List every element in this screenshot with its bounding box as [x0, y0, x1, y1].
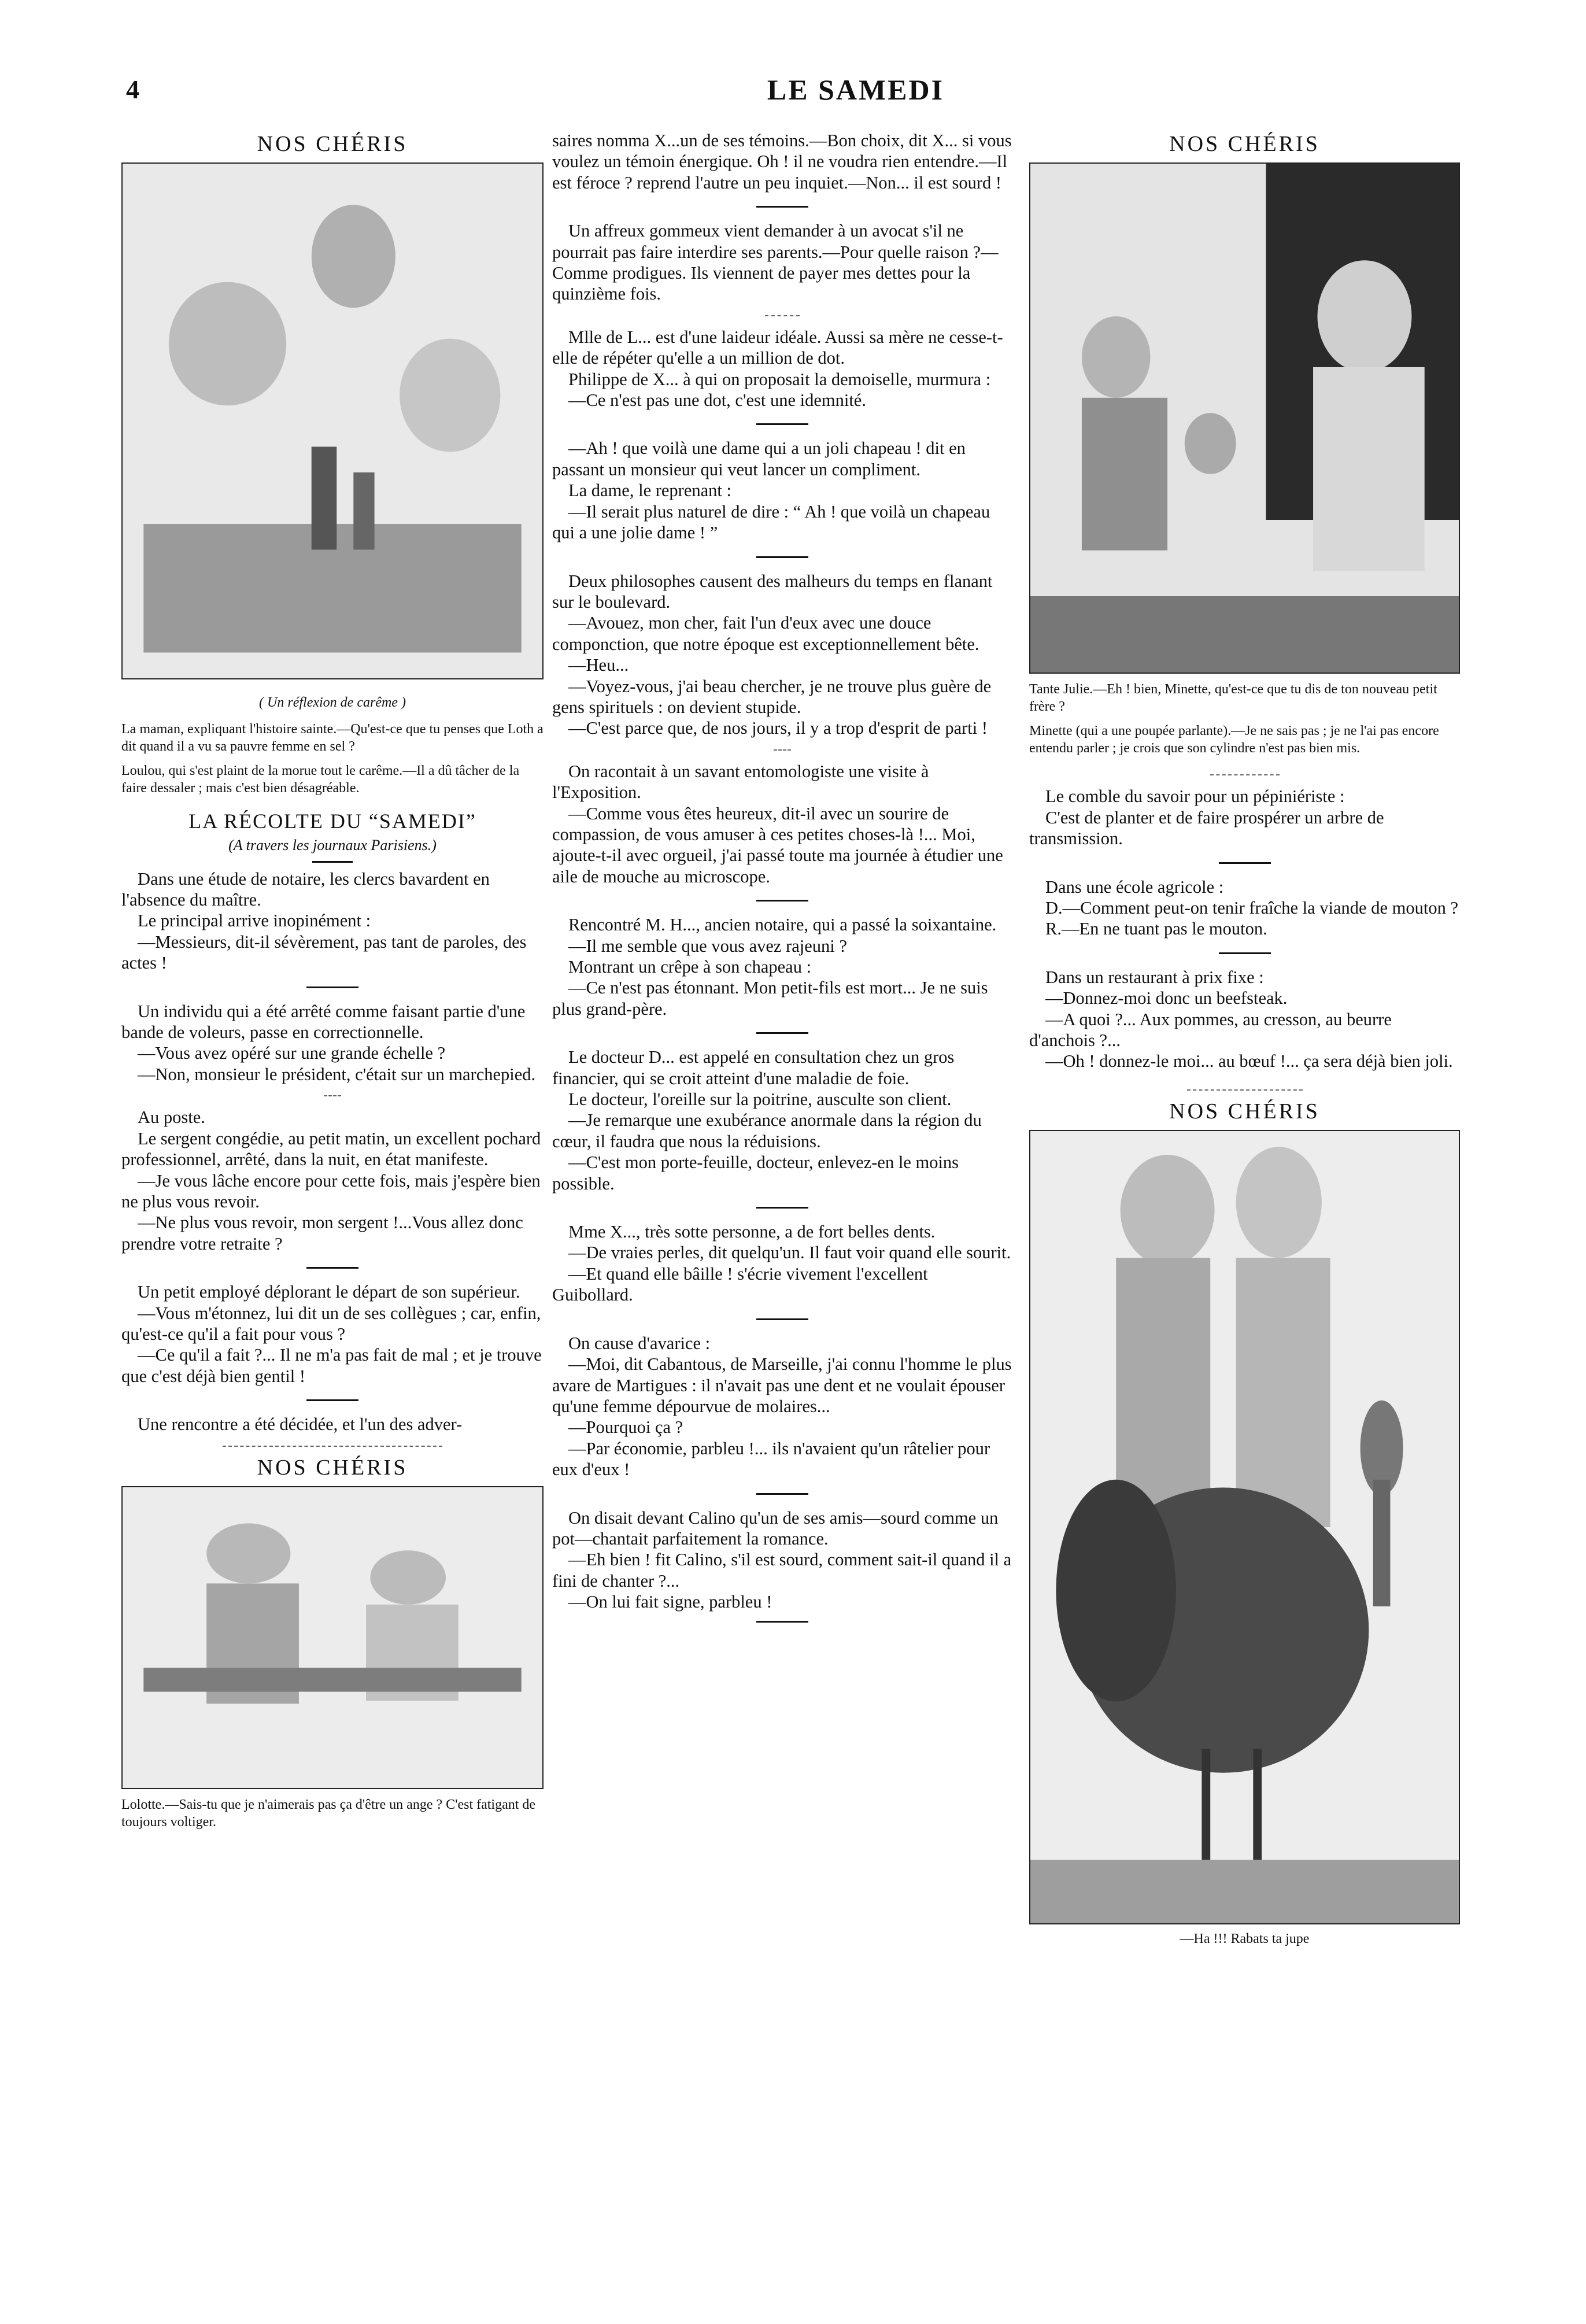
masthead-title: LE SAMEDI	[767, 73, 945, 106]
anecdote-text: Dans un restaurant à prix fixe :	[1045, 967, 1264, 987]
anecdote-text: —A quoi ?... Aux pommes, au cresson, au beurre d'anchois ?...	[1029, 1009, 1392, 1051]
illustration-heading: NOS CHÉRIS	[1169, 1099, 1320, 1124]
anecdote-text: R.—En ne tuant pas le mouton.	[1045, 919, 1267, 939]
anecdote-text: Le principal arrive inopinément :	[138, 911, 371, 931]
anecdote-text: —Vous m'étonnez, lui dit un de ses collègues ; car, enfin, qu'est-ce qu'il a fait pour vous ?	[121, 1303, 541, 1344]
illustration-aunt-and-children	[1029, 162, 1460, 674]
anecdote-text: —De vraies perles, dit quelqu'un. Il faut voir quand elle sourit.	[568, 1243, 1011, 1263]
anecdote-text: —Il serait plus naturel de dire : “ Ah ! que voilà un chapeau qui a une jolie dame ! ”	[552, 501, 990, 543]
anecdote-text: —C'est mon porte-feuille, docteur, enlevez-en le moins possible.	[552, 1152, 959, 1194]
anecdote-text: Deux philosophes causent des malheurs du temps en flanant sur le boulevard.	[552, 571, 993, 612]
anecdote-text: Rencontré M. H..., ancien notaire, qui a passé la soixantaine.	[568, 915, 997, 935]
anecdote-text: —Vous avez opéré sur une grande échelle ?	[138, 1043, 446, 1063]
anecdote-text: —Oh ! donnez-le moi... au bœuf !... ça sera déjà bien joli.	[1045, 1051, 1453, 1072]
anecdote-text: —Pourquoi ça ?	[568, 1417, 683, 1438]
illustration-family-table	[121, 162, 544, 679]
section-title: LA RÉCOLTE DU “SAMEDI”	[188, 809, 476, 833]
anecdote-text: Au poste.	[138, 1107, 205, 1128]
illustration-girls-and-turkey	[1029, 1130, 1460, 1924]
anecdote-text: —Avouez, mon cher, fait l'un d'eux avec une douce componction, que notre époque est exceptionnellement bête.	[552, 613, 979, 654]
anecdote-text: Une rencontre a été décidée, et l'un des adver-	[138, 1414, 463, 1435]
anecdote-text: Philippe de X... à qui on proposait la demoiselle, murmura :	[568, 369, 991, 389]
anecdote-text: —Non, monsieur le président, c'était sur un marchepied.	[138, 1064, 536, 1084]
anecdote-text: —Comme vous êtes heureux, dit-il avec un sourire de compassion, de vous amuser à ces petites choses-là !... Moi, ajoute-t-il avec orgueil, j'ai passé toute ma journée à étudier une aile de mouche au microscope.	[552, 803, 1003, 886]
illustration-caption: La maman, expliquant l'histoire sainte.—Qu'est-ce que tu penses que Loth a dit quand il a vu sa pauvre femme en sel ?	[121, 721, 544, 754]
anecdote-text: Le sergent congédie, au petit matin, un excellent pochard professionnel, arrêté, dans la nuit, en état manifeste.	[121, 1128, 541, 1170]
anecdote-text: Mlle de L... est d'une laideur idéale. Aussi sa mère ne cesse-t-elle de répéter qu'elle a un million de dot.	[552, 327, 1003, 368]
middle-column	[552, 130, 1012, 1631]
anecdote-text: —Je remarque une exubérance anormale dans la région du cœur, il faudra que nous la réduisions.	[552, 1110, 982, 1151]
illustration-caption: Tante Julie.—Eh ! bien, Minette, qu'est-ce que tu dis de ton nouveau petit frère ?	[1029, 682, 1437, 715]
anecdote-text: Un petit employé déplorant le départ de son supérieur.	[138, 1282, 520, 1302]
illustration-caption: Lolotte.—Sais-tu que je n'aimerais pas ça d'être un ange ? C'est fatigant de toujours voltiger.	[121, 1797, 536, 1830]
illustration-caption: Minette (qui a une poupée parlante).—Je ne sais pas ; je ne l'ai pas encore entendu parler ; je crois que son cylindre n'est pas bien mis.	[1029, 723, 1439, 756]
anecdote-text: Le docteur D... est appelé en consultation chez un gros financier, qui se croit atteint d'une maladie de foie.	[552, 1047, 955, 1088]
anecdote-text: Un individu qui a été arrêté comme faisant partie d'une bande de voleurs, passe en correctionnelle.	[121, 1001, 526, 1043]
anecdote-text: —Ce n'est pas une dot, c'est une idemnité.	[568, 390, 866, 411]
illustration-heading: NOS CHÉRIS	[1169, 132, 1320, 156]
anecdote-text: —Messieurs, dit-il sévèrement, pas tant de paroles, des actes !	[121, 932, 527, 973]
anecdote-text: —Ah ! que voilà une dame qui a un joli chapeau ! dit en passant un monsieur qui veut lancer un compliment.	[552, 438, 966, 479]
anecdote-text: —Je vous lâche encore pour cette fois, mais j'espère bien ne plus vous revoir.	[121, 1170, 541, 1211]
anecdote-text: La dame, le reprenant :	[568, 481, 731, 501]
illustration-children-bench	[121, 1486, 544, 1789]
anecdote-text: —Et quand elle bâille ! s'écrie vivement l'excellent Guibollard.	[552, 1263, 928, 1305]
anecdote-text: —Donnez-moi donc un beefsteak.	[1045, 988, 1288, 1008]
anecdote-text: —Par économie, parbleu !... ils n'avaient qu'un râtelier pour eux d'eux !	[552, 1438, 990, 1480]
illustration-heading: NOS CHÉRIS	[257, 132, 408, 156]
anecdote-text: Le docteur, l'oreille sur la poitrine, ausculte son client.	[568, 1089, 952, 1110]
anecdote-text: Dans une étude de notaire, les clercs bavardent en l'absence du maître.	[121, 869, 490, 910]
anecdote-text: —C'est parce que, de nos jours, il y a trop d'esprit de parti !	[568, 718, 988, 738]
illustration-caption: —Ha !!! Rabats ta jupe	[1180, 1931, 1310, 1947]
anecdote-text: —Eh bien ! fit Calino, s'il est sourd, comment sait-il quand il a fini de chanter ?...	[552, 1550, 1012, 1591]
anecdote-text: saires nomma X...un de ses témoins.—Bon choix, dit X... si vous voulez un témoin énergique. Oh ! il ne voudra rien entendre.—Il est féroce ? reprend l'autre un peu inquiet.—Non... il est sourd !	[552, 131, 1012, 193]
anecdote-text: Un affreux gommeux vient demander à un avocat s'il ne pourrait pas faire interdire ses parents.—Pour quelle raison ?—Comme prodigues. Ils viennent de payer mes dettes pour la quinzième fois.	[552, 221, 999, 304]
anecdote-text: C'est de planter et de faire prospérer un arbre de transmission.	[1029, 807, 1384, 849]
anecdote-text: —Voyez-vous, j'ai beau chercher, je ne trouve plus guère de gens spirituels : on devient stupide.	[552, 676, 992, 717]
right-column	[1029, 130, 1460, 1948]
anecdote-text: On disait devant Calino qu'un de ses amis—sourd comme un pot—chantait parfaitement la romance.	[552, 1508, 999, 1549]
page-number: 4	[126, 75, 139, 104]
anecdote-text: —Heu...	[568, 655, 629, 675]
anecdote-text: —Ne plus vous revoir, mon sergent !...Vous allez donc prendre votre retraite ?	[121, 1213, 523, 1254]
anecdote-text: Le comble du savoir pour un pépiniériste :	[1045, 786, 1345, 807]
anecdote-text: Dans une école agricole :	[1045, 877, 1224, 897]
illustration-caption: Loulou, qui s'est plaint de la morue tout le carême.—Il a dû tâcher de la faire dessaler ; mais c'est bien désagréable.	[121, 763, 520, 796]
anecdote-text: —Ce n'est pas étonnant. Mon petit-fils est mort... Je ne suis plus grand-père.	[552, 978, 988, 1019]
anecdote-text: —On lui fait signe, parbleu !	[568, 1592, 772, 1612]
anecdote-text: Mme X..., très sotte personne, a de fort belles dents.	[568, 1222, 936, 1242]
anecdote-text: —Il me semble que vous avez rajeuni ?	[568, 936, 847, 956]
anecdote-text: On cause d'avarice :	[568, 1333, 711, 1353]
section-subtitle: (A travers les journaux Parisiens.)	[228, 837, 437, 854]
anecdote-text: On racontait à un savant entomologiste une visite à l'Exposition.	[552, 761, 929, 803]
anecdote-text: —Moi, dit Cabantous, de Marseille, j'ai connu l'homme le plus avare de Martigues : il n'avait pas une dent et ne voulait épouser qu'une femme dépourvue de molaires...	[552, 1354, 1012, 1416]
anecdote-text: —Ce qu'il a fait ?... Il ne m'a pas fait de mal ; et je trouve que c'est déjà bien gentil !	[121, 1345, 542, 1386]
left-column	[121, 130, 544, 1831]
anecdote-text: Montrant un crêpe à son chapeau :	[568, 957, 812, 977]
illustration-caption-title: ( Un réflexion de carême )	[259, 695, 406, 711]
anecdote-text: D.—Comment peut-on tenir fraîche la viande de mouton ?	[1045, 898, 1458, 918]
illustration-heading: NOS CHÉRIS	[257, 1455, 408, 1480]
